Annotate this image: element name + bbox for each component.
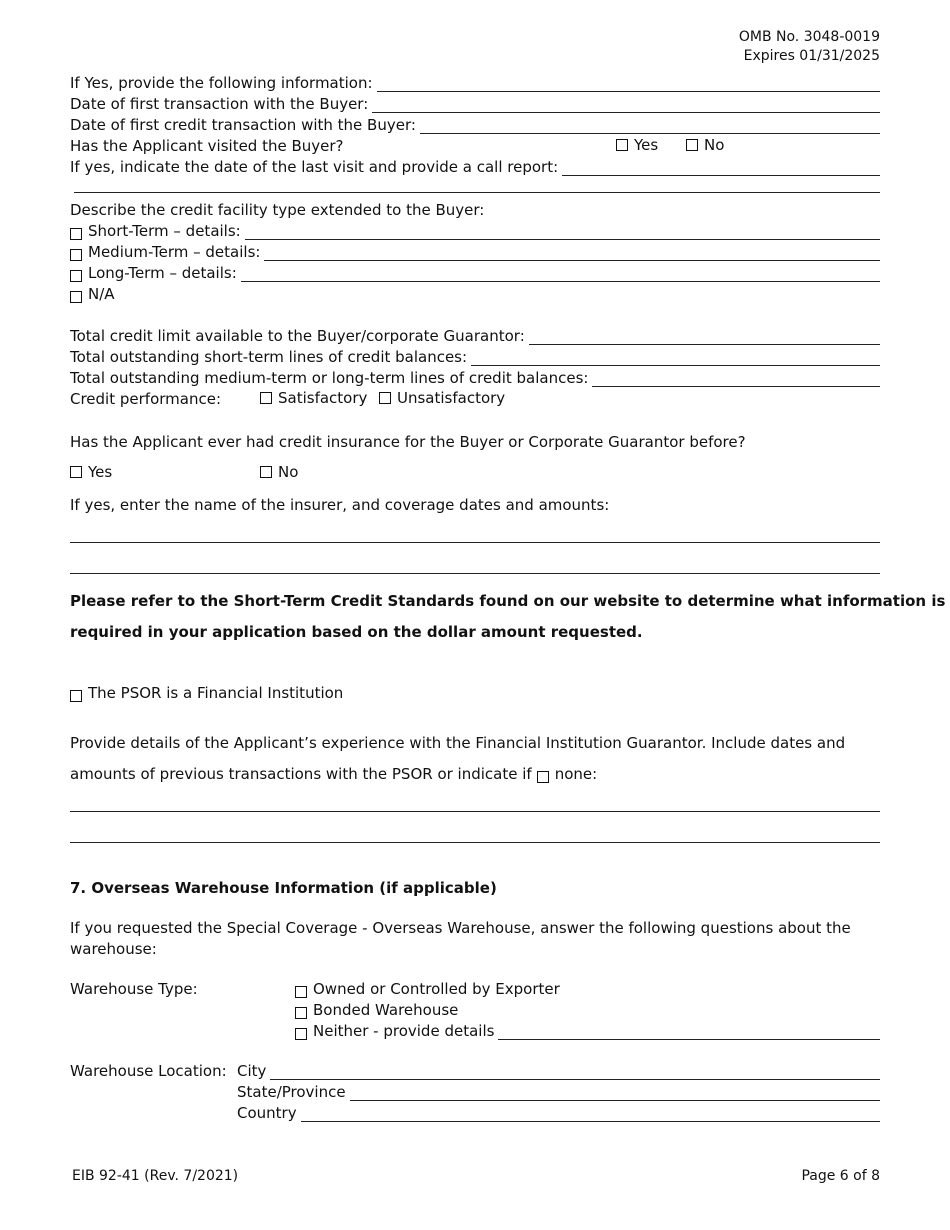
first-credit-transaction-field[interactable] [420, 119, 880, 134]
notice-line-1 [70, 590, 946, 610]
insurance-no-label: No [278, 463, 299, 481]
page-number: Page 6 of 8 [801, 1168, 880, 1184]
short-term-checkbox[interactable] [70, 228, 82, 240]
insurer-prompt-row [70, 494, 880, 514]
warehouse-country-field[interactable] [301, 1107, 880, 1122]
satisfactory-checkbox[interactable] [260, 389, 367, 407]
checkbox-icon [260, 392, 272, 404]
warehouse-type-label: Warehouse Type: [70, 980, 198, 998]
psor-details-row-2 [70, 763, 880, 783]
medium-long-balances-label: Total outstanding medium-term or long-term lines of credit balances: [70, 369, 589, 387]
psor-details-text-2: amounts of previous transactions with the PSOR or indicate if [70, 765, 532, 783]
warehouse-state-row [237, 1081, 880, 1101]
warehouse-state-label: State/Province [237, 1083, 346, 1101]
if-yes-field[interactable] [377, 77, 880, 92]
short-term-details-field[interactable] [245, 225, 880, 240]
if-yes-row [70, 72, 880, 92]
visited-yes-checkbox[interactable] [616, 136, 658, 154]
credit-performance-label: Credit performance: [70, 390, 221, 408]
total-limit-row [70, 325, 880, 345]
warehouse-owned-label: Owned or Controlled by Exporter [313, 980, 560, 998]
psor-none-checkbox[interactable] [537, 771, 549, 783]
psor-none-label: none: [554, 765, 598, 783]
warehouse-neither-row [295, 1020, 880, 1040]
first-transaction-label: Date of first transaction with the Buyer: [70, 95, 369, 113]
warehouse-city-label: City [237, 1062, 267, 1080]
warehouse-neither-details-field[interactable] [498, 1025, 880, 1040]
warehouse-owned-row [295, 978, 880, 998]
warehouse-state-field[interactable] [350, 1086, 880, 1101]
long-term-label: Long-Term – details: [88, 264, 237, 282]
insurance-yes-checkbox[interactable] [70, 463, 112, 481]
short-balances-row [70, 346, 880, 366]
if-yes-label: If Yes, provide the following information: [70, 74, 373, 92]
checkbox-icon [686, 139, 698, 151]
visited-yes-label: Yes [634, 136, 659, 154]
warehouse-bonded-row [295, 999, 880, 1019]
psor-details-text-1: Provide details of the Applicant’s experience with the Financial Institution Guarantor. Include dates and [70, 734, 846, 752]
describe-facility-label: Describe the credit facility type extended to the Buyer: [70, 201, 485, 219]
insurance-no-checkbox[interactable] [260, 463, 298, 481]
insurance-question-row [70, 431, 880, 451]
na-checkbox[interactable] [70, 291, 82, 303]
first-transaction-row [70, 93, 880, 113]
long-term-row [70, 262, 880, 282]
expiration-date: Expires 01/31/2025 [743, 48, 880, 64]
long-term-checkbox[interactable] [70, 270, 82, 282]
unsatisfactory-label: Unsatisfactory [397, 389, 506, 407]
psor-fi-label: The PSOR is a Financial Institution [88, 684, 344, 702]
warehouse-city-field[interactable] [270, 1065, 880, 1080]
short-term-label: Short-Term – details: [88, 222, 241, 240]
na-row [70, 283, 880, 303]
warehouse-bonded-checkbox[interactable] [295, 1007, 307, 1019]
total-limit-label: Total credit limit available to the Buyer/corporate Guarantor: [70, 327, 525, 345]
notice-line-2 [70, 621, 880, 641]
insurance-yes-label: Yes [88, 463, 113, 481]
warehouse-neither-checkbox[interactable] [295, 1028, 307, 1040]
first-transaction-field[interactable] [372, 98, 880, 113]
omb-number: OMB No. 3048-0019 [738, 29, 880, 45]
last-visit-field[interactable] [562, 161, 880, 176]
notice-text-1: Please refer to the Short-Term Credit Standards found on our website to determine what information is [70, 592, 946, 610]
total-limit-field[interactable] [529, 330, 880, 345]
describe-facility-row [70, 199, 880, 219]
medium-term-details-field[interactable] [264, 246, 880, 261]
unsatisfactory-checkbox[interactable] [379, 389, 505, 407]
warehouse-bonded-label: Bonded Warehouse [313, 1001, 459, 1019]
insurer-prompt: If yes, enter the name of the insurer, and coverage dates and amounts: [70, 496, 610, 514]
na-label: N/A [88, 285, 115, 303]
warehouse-country-label: Country [237, 1104, 297, 1122]
insurer-details-field-1[interactable] [70, 542, 880, 543]
medium-long-balances-field[interactable] [592, 372, 880, 387]
medium-term-row [70, 241, 880, 261]
medium-term-label: Medium-Term – details: [88, 243, 261, 261]
form-number: EIB 92-41 (Rev. 7/2021) [72, 1168, 239, 1184]
long-term-details-field[interactable] [241, 267, 880, 282]
warehouse-heading-text: 7. Overseas Warehouse Information (if applicable) [70, 879, 497, 897]
warehouse-heading [70, 877, 880, 897]
visited-row [70, 135, 880, 155]
checkbox-icon [379, 392, 391, 404]
last-visit-label: If yes, indicate the date of the last visit and provide a call report: [70, 158, 559, 176]
visited-no-checkbox[interactable] [686, 136, 724, 154]
medium-term-checkbox[interactable] [70, 249, 82, 261]
first-credit-transaction-row [70, 114, 880, 134]
warehouse-intro-text-1: If you requested the Special Coverage - Overseas Warehouse, answer the following questions about the [70, 919, 851, 937]
last-visit-row [70, 156, 880, 176]
visited-no-label: No [704, 136, 725, 154]
checkbox-icon [616, 139, 628, 151]
notice-text-2: required in your application based on the dollar amount requested. [70, 623, 643, 641]
visited-question: Has the Applicant visited the Buyer? [70, 137, 344, 155]
insurer-details-field-2[interactable] [70, 573, 880, 574]
warehouse-intro-row-1 [70, 917, 880, 937]
satisfactory-label: Satisfactory [278, 389, 368, 407]
last-visit-field-continued[interactable] [74, 192, 880, 193]
checkbox-icon [260, 466, 272, 478]
warehouse-intro-text-2: warehouse: [70, 940, 157, 958]
insurance-question: Has the Applicant ever had credit insurance for the Buyer or Corporate Guarantor before? [70, 433, 746, 451]
short-balances-field[interactable] [471, 351, 880, 366]
warehouse-owned-checkbox[interactable] [295, 986, 307, 998]
short-balances-label: Total outstanding short-term lines of credit balances: [70, 348, 468, 366]
psor-fi-checkbox[interactable] [70, 690, 82, 702]
warehouse-location-label: Warehouse Location: [70, 1062, 227, 1080]
omb-header [739, 28, 880, 66]
first-credit-transaction-label: Date of first credit transaction with the Buyer: [70, 116, 416, 134]
warehouse-country-row [237, 1102, 880, 1122]
medium-long-balances-row [70, 367, 880, 387]
psor-details-row-1 [70, 732, 880, 752]
psor-details-field-2[interactable] [70, 842, 880, 843]
psor-details-field-1[interactable] [70, 811, 880, 812]
checkbox-icon [70, 466, 82, 478]
short-term-row [70, 220, 880, 240]
warehouse-intro-row-2 [70, 938, 880, 958]
warehouse-neither-label: Neither - provide details [313, 1022, 495, 1040]
warehouse-city-row [237, 1060, 880, 1080]
psor-fi-row [70, 682, 880, 702]
